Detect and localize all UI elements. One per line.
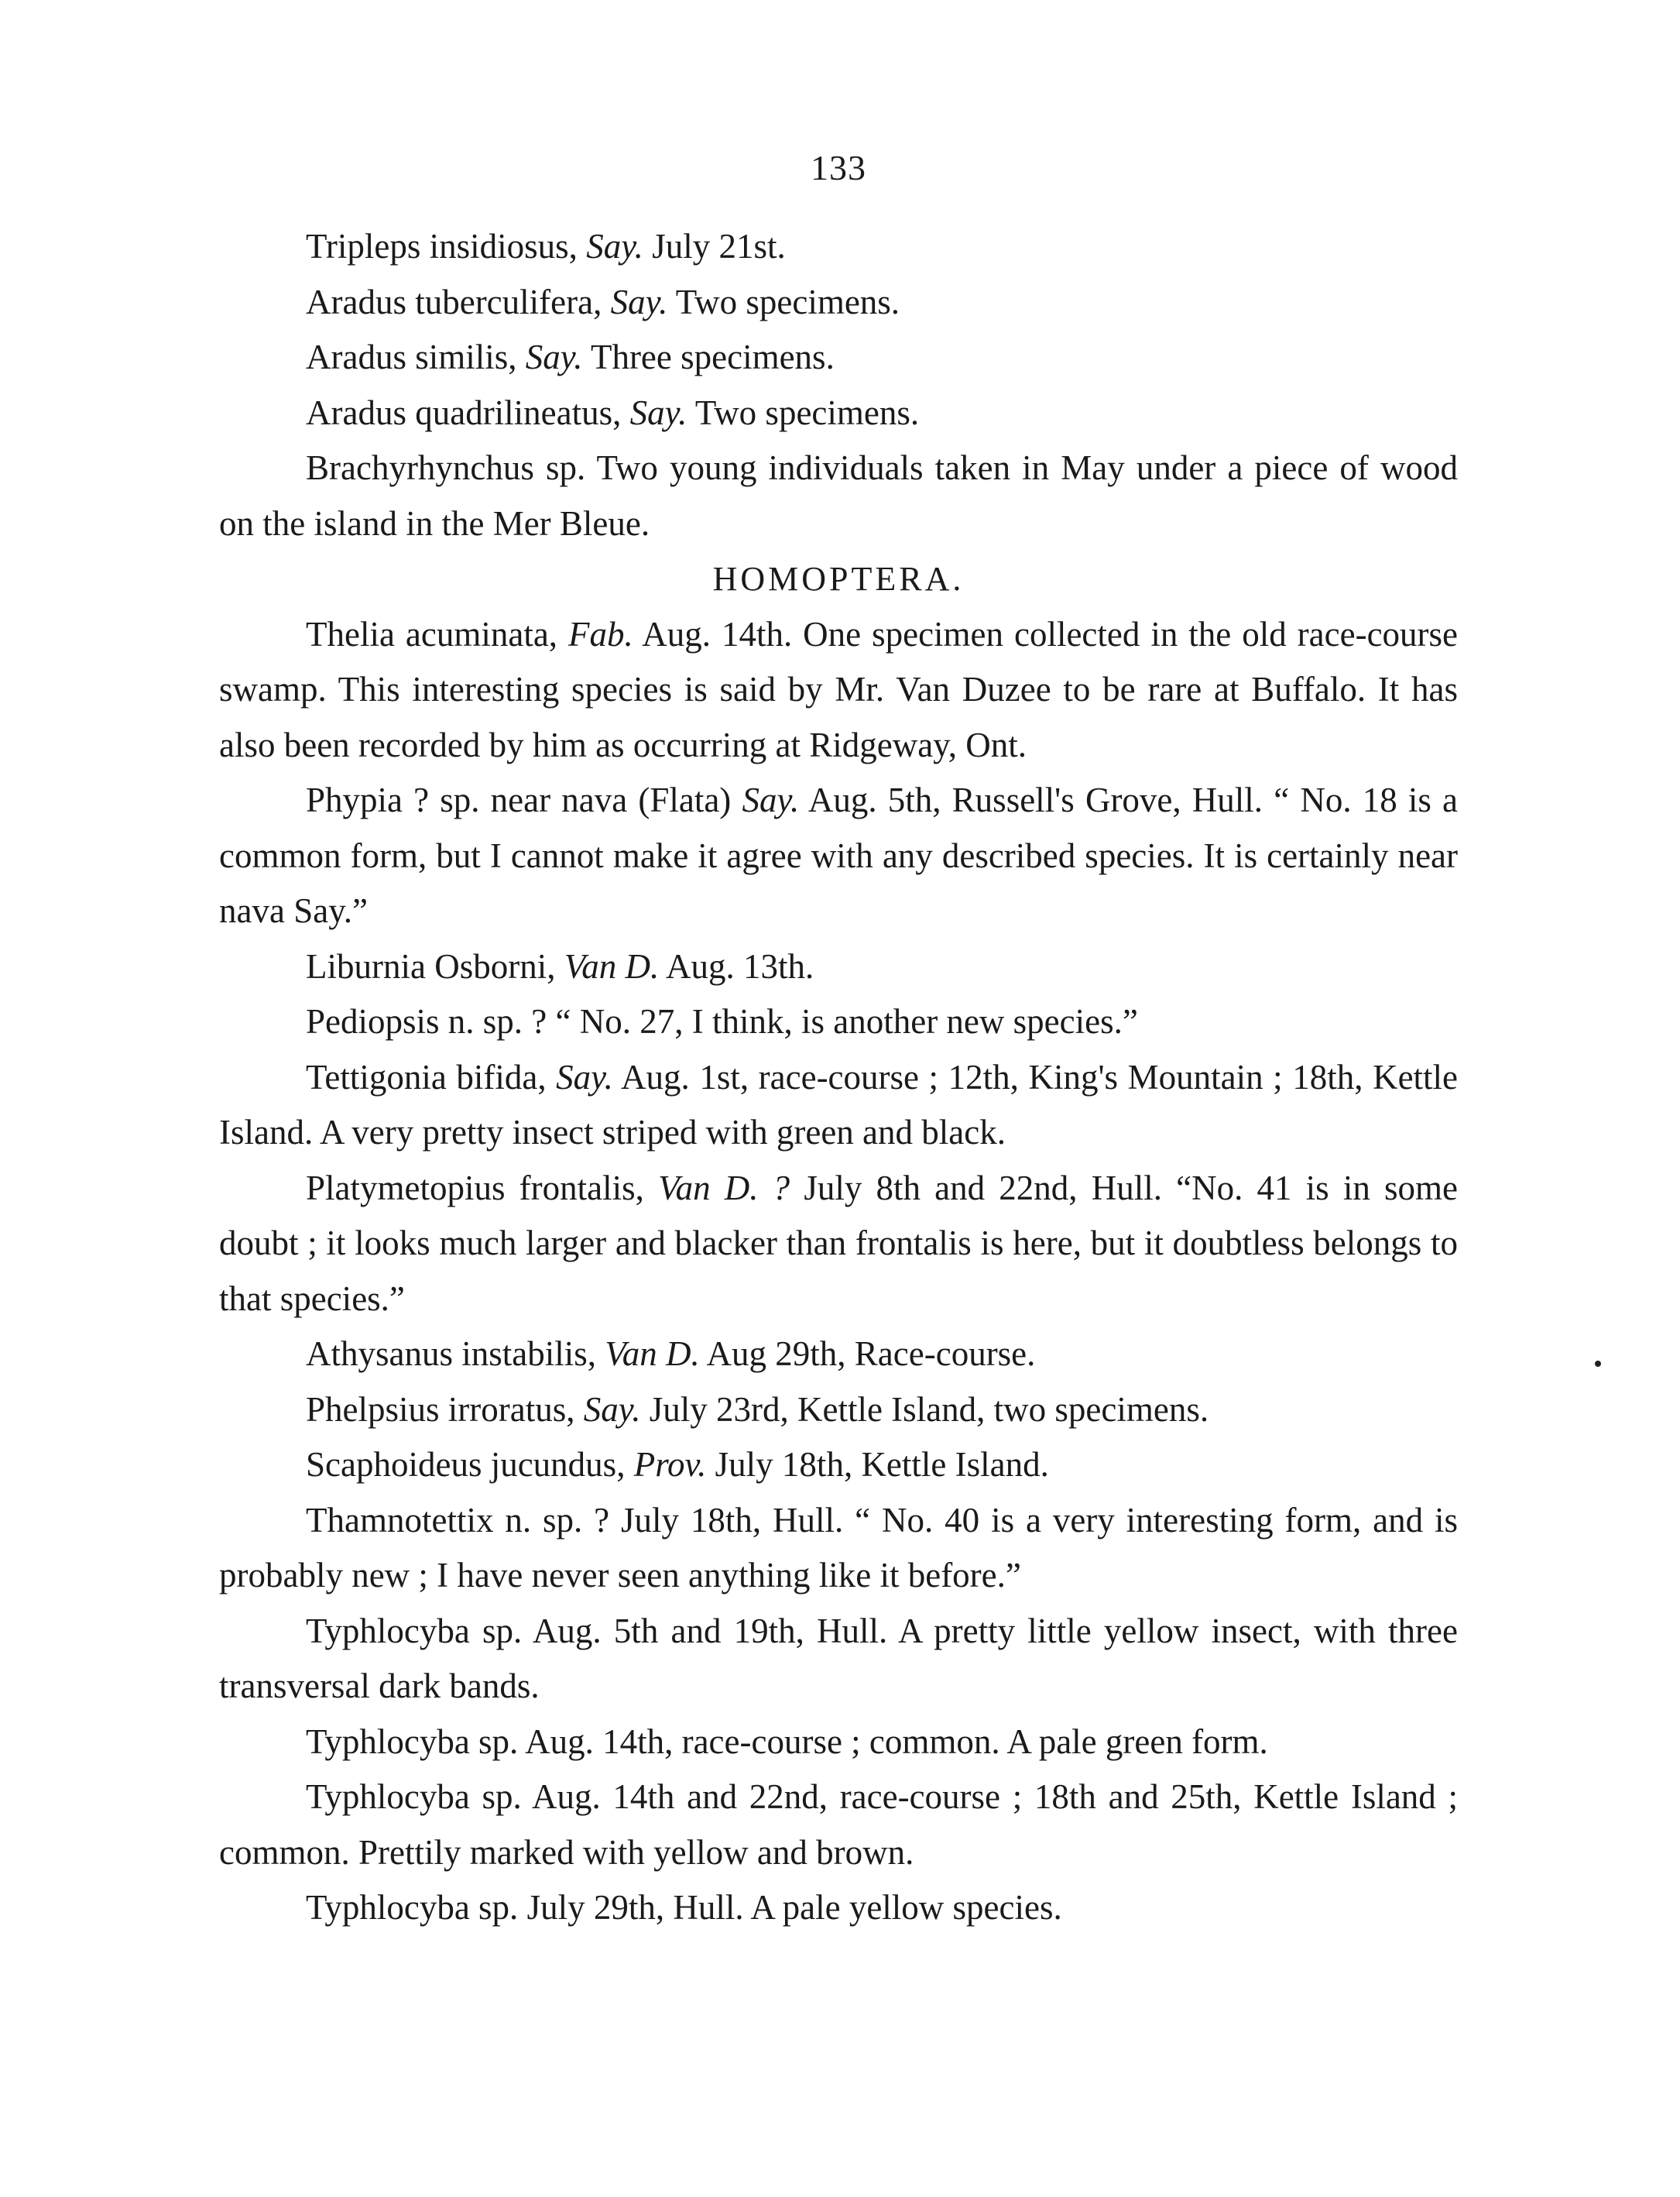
species-authority: Say. bbox=[586, 227, 643, 266]
species-entry bbox=[219, 1327, 1458, 1382]
species-name: Scaphoideus jucundus, bbox=[306, 1445, 626, 1484]
section-heading: HOMOPTERA. bbox=[712, 560, 965, 598]
species-notes: Aug. 13th. bbox=[665, 946, 814, 986]
species-entry bbox=[219, 330, 1458, 386]
species-notes: July 29th, Hull. A pale yellow species. bbox=[526, 1888, 1062, 1927]
entries-before bbox=[219, 219, 1458, 551]
species-name: Thamnotettix n. sp. ? bbox=[306, 1500, 610, 1540]
species-notes: Aug. 14th, race-course ; common. A pale green form. bbox=[525, 1722, 1268, 1761]
page bbox=[219, 147, 1458, 1936]
species-entry bbox=[219, 607, 1458, 774]
page-number: 133 bbox=[811, 148, 866, 187]
species-name: Aradus quadrilineatus, bbox=[306, 393, 622, 432]
species-entry bbox=[219, 1382, 1458, 1438]
species-name: Platymetopius frontalis, bbox=[306, 1168, 644, 1207]
species-authority: Say. bbox=[525, 338, 583, 376]
species-name: Typhlocyba sp. bbox=[306, 1722, 519, 1761]
species-entry bbox=[219, 1604, 1458, 1715]
species-notes: Aug. 1st, race-course ; 12th, King's Mountain ; 18th, Kettle Island. A very pretty insect striped with green and black. bbox=[219, 1057, 1459, 1152]
species-authority: Say. bbox=[629, 393, 687, 432]
species-entry bbox=[219, 1880, 1458, 1936]
species-name: Typhlocyba sp. bbox=[306, 1888, 519, 1927]
species-notes: Aug. 5th and 19th, Hull. A pretty little yellow insect, with three transversal dark bands. bbox=[219, 1611, 1458, 1705]
species-entry bbox=[219, 939, 1458, 995]
species-notes: July 8th and 22nd, Hull. “No. 41 is in some doubt ; it looks much larger and blacker than frontalis is here, but it doubtless belongs to that species.” bbox=[219, 1168, 1459, 1318]
species-entry bbox=[219, 386, 1458, 441]
species-authority: Van D. bbox=[564, 946, 660, 986]
species-notes: July 23rd, Kettle Island, two specimens. bbox=[649, 1389, 1209, 1429]
species-notes: Aug. 5th, Russell's Grove, Hull. “ No. 18 is a common form, but I cannot make it agree with any described species. It is certainly near nava Say.” bbox=[219, 781, 1458, 930]
species-name: Aradus similis, bbox=[306, 338, 517, 376]
species-name: Tettigonia bifida, bbox=[306, 1057, 547, 1097]
species-entry bbox=[219, 1050, 1458, 1161]
entries-after bbox=[219, 607, 1458, 1936]
species-notes: July 18th, Kettle Island. bbox=[715, 1445, 1049, 1484]
species-name: Pediopsis n. sp. ? bbox=[306, 1002, 547, 1041]
margin-dot-mark bbox=[1595, 1361, 1601, 1367]
species-name: Brachyrhynchus sp. bbox=[306, 448, 586, 487]
species-entry bbox=[219, 773, 1458, 939]
species-authority: Van D. bbox=[605, 1334, 700, 1373]
species-notes: Two young individuals taken in May under a piece of wood on the island in the Mer Bleue. bbox=[219, 448, 1458, 543]
species-entry bbox=[219, 441, 1458, 551]
species-notes: “ No. 27, I think, is another new species.” bbox=[555, 1002, 1138, 1041]
species-name: Thelia acuminata, bbox=[306, 614, 558, 654]
species-notes: Two specimens. bbox=[675, 282, 900, 321]
species-name: Athysanus instabilis, bbox=[306, 1334, 597, 1373]
species-name: Phypia ? sp. near nava (Flata) bbox=[306, 781, 732, 819]
species-authority: Prov. bbox=[633, 1445, 707, 1484]
species-notes: July 18th, Hull. “ No. 40 is a very interesting form, and is probably new ; I have never seen anything like it before.” bbox=[219, 1500, 1459, 1595]
species-authority: Fab. bbox=[568, 614, 633, 654]
species-notes: Three specimens. bbox=[590, 338, 835, 376]
species-notes: July 21st. bbox=[652, 227, 786, 266]
species-entry bbox=[219, 1437, 1458, 1493]
species-entry bbox=[219, 1715, 1458, 1770]
species-authority: Van D. ? bbox=[658, 1168, 790, 1207]
species-name: Typhlocyba sp. bbox=[306, 1777, 522, 1816]
species-entry bbox=[219, 1493, 1458, 1604]
species-authority: Say. bbox=[742, 781, 800, 819]
species-authority: Say. bbox=[610, 282, 668, 321]
species-notes: Aug. 14th. One specimen collected in the old race-course swamp. This interesting species is said by Mr. Van Duzee to be rare at Buffalo. It has also been recorded by him as occurring at Ridgeway, Ont. bbox=[219, 614, 1459, 764]
species-entry bbox=[219, 275, 1458, 331]
species-name: Typhlocyba sp. bbox=[306, 1611, 523, 1650]
species-entry bbox=[219, 994, 1458, 1050]
species-name: Phelpsius irroratus, bbox=[306, 1389, 575, 1429]
species-entry bbox=[219, 219, 1458, 275]
species-authority: Say. bbox=[556, 1057, 613, 1097]
species-entry bbox=[219, 1161, 1458, 1327]
species-name: Aradus tuberculifera, bbox=[306, 282, 602, 321]
species-notes: Two specimens. bbox=[694, 393, 920, 432]
species-name: Liburnia Osborni, bbox=[306, 946, 556, 986]
species-name: Tripleps insidiosus, bbox=[306, 227, 578, 266]
species-authority: Say. bbox=[583, 1389, 641, 1429]
species-notes: Aug. 14th and 22nd, race-course ; 18th and 25th, Kettle Island ; common. Prettily marked with yellow and brown. bbox=[219, 1777, 1458, 1872]
species-entry bbox=[219, 1770, 1458, 1880]
species-notes: Aug 29th, Race-course. bbox=[706, 1334, 1036, 1373]
